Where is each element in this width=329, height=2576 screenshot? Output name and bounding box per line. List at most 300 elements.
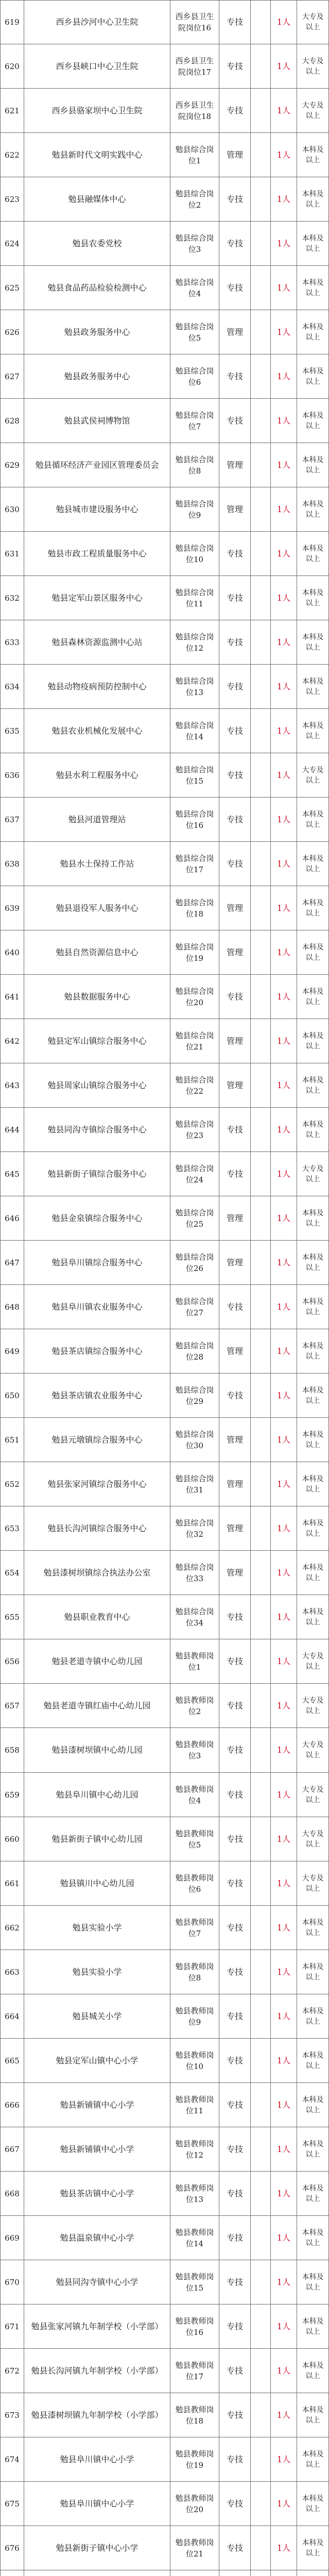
education-requirement: 本科及以上	[297, 2083, 329, 2127]
table-row	[0, 2260, 329, 2304]
table-row	[0, 2216, 329, 2260]
row-number: 648	[0, 1285, 24, 1329]
post-type: 专技	[219, 532, 251, 576]
row-number: 658	[0, 1728, 24, 1773]
education-requirement: 本科及以上	[297, 2526, 329, 2570]
post-type: 专技	[219, 2260, 251, 2304]
row-number: 675	[0, 2482, 24, 2526]
hire-count: 1人	[271, 1817, 297, 1861]
unit-name: 勉县老道寺镇红庙中心幼儿园	[24, 1684, 170, 1728]
unit-name: 勉县漆树坝镇九年制学校（小学部）	[24, 2393, 170, 2437]
hire-count: 1人	[271, 930, 297, 975]
education-requirement: 本科及以上	[297, 266, 329, 310]
table-row	[0, 1994, 329, 2039]
hire-count: 1人	[271, 177, 297, 222]
row-number: 638	[0, 842, 24, 886]
post-type: 专技	[219, 1906, 251, 1950]
hire-count: 1人	[271, 842, 297, 886]
post-name: 勉县综合岗位17	[170, 842, 219, 886]
education-requirement: 本科及以上	[297, 222, 329, 266]
blank-cell	[251, 2216, 271, 2260]
education-requirement: 本科及以上	[297, 1506, 329, 1551]
blank-cell	[251, 2304, 271, 2349]
blank-cell	[251, 44, 271, 89]
post-name: 勉县综合岗位21	[170, 1019, 219, 1063]
unit-name: 西乡县骆家坝中心卫生院	[24, 89, 170, 133]
hire-count: 1人	[271, 354, 297, 399]
post-type: 专技	[219, 177, 251, 222]
post-name: 勉县综合岗位25	[170, 1196, 219, 1241]
unit-name: 勉县张家河镇九年制学校（小学部）	[24, 2304, 170, 2349]
unit-name: 勉县定军山景区服务中心	[24, 576, 170, 620]
post-type: 专技	[219, 1, 251, 44]
education-requirement: 本科及以上	[297, 2039, 329, 2083]
unit-name: 勉县融媒体中心	[24, 177, 170, 222]
education-requirement: 本科及以上	[297, 709, 329, 753]
table-row	[0, 177, 329, 222]
unit-name: 勉县武侯祠博物馆	[24, 399, 170, 443]
unit-name: 勉县食品药品检验检测中心	[24, 266, 170, 310]
table-row	[0, 89, 329, 133]
education-requirement: 本科及以上	[297, 487, 329, 532]
hire-count: 1人	[271, 1906, 297, 1950]
post-type: 管理	[219, 1196, 251, 1241]
post-name: 勉县教师岗位3	[170, 1728, 219, 1773]
post-name: 勉县综合岗位23	[170, 1108, 219, 1152]
blank-cell	[251, 2482, 271, 2526]
row-number: 665	[0, 2039, 24, 2083]
blank-cell	[251, 1551, 271, 1595]
blank-cell	[251, 399, 271, 443]
education-requirement: 本科及以上	[297, 886, 329, 930]
hire-count: 1人	[271, 1684, 297, 1728]
post-name: 勉县教师岗位6	[170, 1861, 219, 1906]
row-number: 646	[0, 1196, 24, 1241]
post-type: 专技	[219, 2216, 251, 2260]
hire-count: 1人	[271, 1374, 297, 1418]
hire-count: 1人	[271, 1152, 297, 1196]
unit-name: 勉县阜川镇综合服务中心	[24, 1241, 170, 1285]
blank-cell	[251, 2172, 271, 2216]
education-requirement: 本科及以上	[297, 1019, 329, 1063]
education-requirement: 本科及以上	[297, 354, 329, 399]
row-number: 657	[0, 1684, 24, 1728]
education-requirement: 大专及以上	[297, 1684, 329, 1728]
post-type: 专技	[219, 1994, 251, 2039]
blank-cell	[251, 2393, 271, 2437]
table-row	[0, 222, 329, 266]
education-requirement: 本科及以上	[297, 2437, 329, 2482]
unit-name: 西乡县峡口中心卫生院	[24, 44, 170, 89]
table-row	[0, 2083, 329, 2127]
unit-name: 勉县市政工程质量服务中心	[24, 532, 170, 576]
unit-name: 勉县新街子镇中心小学	[24, 2526, 170, 2570]
blank-cell	[251, 1506, 271, 1551]
hire-count: 1人	[271, 1595, 297, 1639]
post-name: 勉县综合岗位20	[170, 975, 219, 1019]
post-type: 管理	[219, 930, 251, 975]
hire-count: 1人	[271, 2127, 297, 2172]
row-number: 626	[0, 310, 24, 354]
blank-cell	[251, 1773, 271, 1817]
row-number: 653	[0, 1506, 24, 1551]
unit-name: 勉县长沟河镇综合服务中心	[24, 1506, 170, 1551]
blank-cell	[251, 886, 271, 930]
unit-name: 勉县农委党校	[24, 222, 170, 266]
unit-name: 勉县城关小学	[24, 1994, 170, 2039]
post-name: 勉县综合岗位33	[170, 1551, 219, 1595]
table-row	[0, 1374, 329, 1418]
hire-count: 1人	[271, 1196, 297, 1241]
unit-name: 勉县同沟寺镇综合服务中心	[24, 1108, 170, 1152]
education-requirement: 本科及以上	[297, 975, 329, 1019]
table-row	[0, 930, 329, 975]
hire-count: 1人	[271, 2216, 297, 2260]
blank-cell	[251, 753, 271, 798]
education-requirement: 大专及以上	[297, 1861, 329, 1906]
education-requirement: 本科及以上	[297, 1595, 329, 1639]
row-number: 652	[0, 1462, 24, 1506]
unit-name: 勉县周家山镇综合服务中心	[24, 1063, 170, 1108]
unit-name: 勉县水土保持工作站	[24, 842, 170, 886]
table-row	[0, 2570, 329, 2576]
hire-count: 1人	[271, 532, 297, 576]
blank-cell	[251, 1019, 271, 1063]
post-name: 西乡县卫生院岗位18	[170, 89, 219, 133]
hire-count: 1人	[271, 2482, 297, 2526]
education-requirement: 本科及以上	[297, 2482, 329, 2526]
row-number: 651	[0, 1418, 24, 1462]
hire-count: 1人	[271, 665, 297, 709]
hire-count: 1人	[271, 2393, 297, 2437]
unit-name: 勉县阜川镇中心幼儿园	[24, 1773, 170, 1817]
blank-cell	[251, 665, 271, 709]
hire-count: 1人	[271, 1773, 297, 1817]
post-type: 专技	[219, 2083, 251, 2127]
table-row	[0, 576, 329, 620]
unit-name: 勉县金泉镇综合服务中心	[24, 1196, 170, 1241]
education-requirement: 本科及以上	[297, 1108, 329, 1152]
row-number: 637	[0, 798, 24, 842]
row-number: 674	[0, 2437, 24, 2482]
post-type: 专技	[219, 798, 251, 842]
row-number: 621	[0, 89, 24, 133]
post-type: 专技	[219, 2482, 251, 2526]
hire-count: 1人	[271, 2083, 297, 2127]
table-row	[0, 1241, 329, 1285]
unit-name: 勉县农业机械化发展中心	[24, 709, 170, 753]
table-row	[0, 266, 329, 310]
unit-name: 勉县同沟寺镇中心小学	[24, 2260, 170, 2304]
blank-cell	[251, 1063, 271, 1108]
post-name: 勉县综合岗位11	[170, 576, 219, 620]
post-name: 勉县综合岗位15	[170, 753, 219, 798]
blank-cell	[251, 1374, 271, 1418]
post-type: 管理	[219, 1241, 251, 1285]
education-requirement: 本科及以上	[297, 2304, 329, 2349]
blank-cell	[251, 1196, 271, 1241]
hire-count: 1人	[271, 798, 297, 842]
blank-cell	[251, 443, 271, 487]
table-row	[0, 44, 329, 89]
post-type: 专技	[219, 2526, 251, 2570]
row-number: 667	[0, 2127, 24, 2172]
table-row	[0, 1684, 329, 1728]
post-name: 勉县教师岗位12	[170, 2127, 219, 2172]
post-name: 勉县教师岗位1	[170, 1639, 219, 1684]
post-name: 勉县综合岗位22	[170, 1063, 219, 1108]
education-requirement: 本科及以上	[297, 2216, 329, 2260]
hire-count: 1人	[271, 1, 297, 44]
unit-name: 勉县政务服务中心	[24, 354, 170, 399]
post-name: 勉县综合岗位34	[170, 1595, 219, 1639]
unit-name: 勉县河道管理站	[24, 798, 170, 842]
blank-cell	[251, 2260, 271, 2304]
hire-count: 1人	[271, 1861, 297, 1906]
hire-count: 1人	[271, 2349, 297, 2393]
post-name: 勉县教师岗位13	[170, 2172, 219, 2216]
hire-count: 1人	[271, 1285, 297, 1329]
hire-count: 1人	[271, 1506, 297, 1551]
unit-name: 勉县城市建设服务中心	[24, 487, 170, 532]
blank-cell	[251, 89, 271, 133]
education-requirement: 本科及以上	[297, 1462, 329, 1506]
education-requirement: 本科及以上	[297, 399, 329, 443]
education-requirement: 大专及以上	[297, 44, 329, 89]
post-name: 勉县综合岗位27	[170, 1285, 219, 1329]
table-row	[0, 2482, 329, 2526]
unit-name: 勉县长沟河镇九年制学校（小学部）	[24, 2349, 170, 2393]
post-type: 专技	[219, 89, 251, 133]
table-row	[0, 620, 329, 665]
blank-cell	[251, 2349, 271, 2393]
table-row	[0, 842, 329, 886]
table-row	[0, 2172, 329, 2216]
table-row	[0, 532, 329, 576]
unit-name: 勉县退役军人服务中心	[24, 886, 170, 930]
unit-name: 勉县阜川镇中心小学	[24, 2482, 170, 2526]
post-type: 专技	[219, 399, 251, 443]
post-type: 专技	[219, 1728, 251, 1773]
unit-name: 勉县漆树坝镇综合执法办公室	[24, 1551, 170, 1595]
unit-name: 勉县茶店镇综合服务中心	[24, 1329, 170, 1374]
row-number: 630	[0, 487, 24, 532]
education-requirement: 大专及以上	[297, 753, 329, 798]
row-number: 643	[0, 1063, 24, 1108]
post-type: 专技	[219, 2304, 251, 2349]
row-number: 671	[0, 2304, 24, 2349]
education-requirement: 大专及以上	[297, 89, 329, 133]
blank-cell	[251, 1950, 271, 1994]
post-type: 管理	[219, 1063, 251, 1108]
post-type: 管理	[219, 886, 251, 930]
post-name: 勉县教师岗位16	[170, 2304, 219, 2349]
table-row	[0, 886, 329, 930]
education-requirement: 本科及以上	[297, 665, 329, 709]
row-number: 633	[0, 620, 24, 665]
education-requirement: 本科及以上	[297, 1063, 329, 1108]
post-name: 勉县教师岗位21	[170, 2526, 219, 2570]
education-requirement: 大专及以上	[297, 1728, 329, 1773]
post-name: 勉县综合岗位28	[170, 1329, 219, 1374]
unit-name: 勉县温泉镇中心小学	[24, 2216, 170, 2260]
blank-cell	[251, 1285, 271, 1329]
education-requirement: 大专及以上	[297, 1, 329, 44]
table-row	[0, 1108, 329, 1152]
post-type: 专技	[219, 2039, 251, 2083]
row-number: 623	[0, 177, 24, 222]
table-row	[0, 2393, 329, 2437]
table-row	[0, 1418, 329, 1462]
post-name	[170, 2570, 219, 2576]
blank-cell	[251, 1728, 271, 1773]
table-row	[0, 2349, 329, 2393]
hire-count: 1人	[271, 266, 297, 310]
hire-count: 1人	[271, 1950, 297, 1994]
row-number: 672	[0, 2349, 24, 2393]
post-name: 勉县教师岗位2	[170, 1684, 219, 1728]
hire-count: 1人	[271, 1994, 297, 2039]
post-name: 勉县综合岗位9	[170, 487, 219, 532]
blank-cell	[251, 1, 271, 44]
blank-cell	[251, 2437, 271, 2482]
unit-name: 勉县循环经济产业园区管理委员会	[24, 443, 170, 487]
hire-count: 1人	[271, 1241, 297, 1285]
row-number: 624	[0, 222, 24, 266]
hire-count: 1人	[271, 133, 297, 177]
education-requirement: 本科及以上	[297, 1994, 329, 2039]
blank-cell	[251, 266, 271, 310]
hire-count: 1人	[271, 2260, 297, 2304]
row-number: 647	[0, 1241, 24, 1285]
table-row	[0, 1506, 329, 1551]
post-type: 专技	[219, 1374, 251, 1418]
hire-count	[271, 2570, 297, 2576]
row-number: 664	[0, 1994, 24, 2039]
post-type: 专技	[219, 266, 251, 310]
blank-cell	[251, 2083, 271, 2127]
post-name: 勉县教师岗位10	[170, 2039, 219, 2083]
table-row	[0, 1639, 329, 1684]
blank-cell	[251, 2039, 271, 2083]
blank-cell	[251, 1595, 271, 1639]
hire-count: 1人	[271, 89, 297, 133]
row-number: 645	[0, 1152, 24, 1196]
post-type: 专技	[219, 709, 251, 753]
row-number: 627	[0, 354, 24, 399]
row-number: 636	[0, 753, 24, 798]
row-number: 670	[0, 2260, 24, 2304]
unit-name: 勉县老道寺镇中心幼儿园	[24, 1639, 170, 1684]
blank-cell	[251, 2526, 271, 2570]
hire-count: 1人	[271, 1108, 297, 1152]
table-row	[0, 1817, 329, 1861]
row-number: 639	[0, 886, 24, 930]
education-requirement: 本科及以上	[297, 1374, 329, 1418]
blank-cell	[251, 975, 271, 1019]
row-number: 625	[0, 266, 24, 310]
blank-cell	[251, 709, 271, 753]
post-name: 勉县教师岗位11	[170, 2083, 219, 2127]
table-row	[0, 1285, 329, 1329]
table-row	[0, 133, 329, 177]
hire-count: 1人	[271, 753, 297, 798]
row-number: 640	[0, 930, 24, 975]
education-requirement: 本科及以上	[297, 1950, 329, 1994]
blank-cell	[251, 1861, 271, 1906]
blank-cell	[251, 532, 271, 576]
row-number: 663	[0, 1950, 24, 1994]
hire-count: 1人	[271, 2172, 297, 2216]
row-number: 662	[0, 1906, 24, 1950]
post-name: 勉县综合岗位14	[170, 709, 219, 753]
post-type: 专技	[219, 576, 251, 620]
post-type: 管理	[219, 1506, 251, 1551]
blank-cell	[251, 1152, 271, 1196]
row-number: 619	[0, 1, 24, 44]
post-type: 专技	[219, 354, 251, 399]
row-number: 629	[0, 443, 24, 487]
hire-count: 1人	[271, 1418, 297, 1462]
post-type: 专技	[219, 842, 251, 886]
blank-cell	[251, 1994, 271, 2039]
table-row	[0, 1196, 329, 1241]
unit-name: 勉县政务服务中心	[24, 310, 170, 354]
education-requirement	[297, 2570, 329, 2576]
hire-count: 1人	[271, 443, 297, 487]
blank-cell	[251, 1639, 271, 1684]
row-number: 654	[0, 1551, 24, 1595]
unit-name: 勉县自然资源信息中心	[24, 930, 170, 975]
table-row	[0, 1906, 329, 1950]
post-type: 专技	[219, 753, 251, 798]
table-row	[0, 709, 329, 753]
table-row	[0, 443, 329, 487]
post-name: 勉县综合岗位8	[170, 443, 219, 487]
table-row	[0, 1063, 329, 1108]
post-name: 勉县综合岗位19	[170, 930, 219, 975]
blank-cell	[251, 1906, 271, 1950]
education-requirement: 本科及以上	[297, 2349, 329, 2393]
unit-name: 勉县元墩镇综合服务中心	[24, 1418, 170, 1462]
education-requirement: 本科及以上	[297, 2127, 329, 2172]
row-number: 656	[0, 1639, 24, 1684]
post-name: 勉县综合岗位7	[170, 399, 219, 443]
hire-count: 1人	[271, 1329, 297, 1374]
education-requirement: 大专及以上	[297, 1639, 329, 1684]
post-type: 专技	[219, 2127, 251, 2172]
unit-name: 勉县张家河镇综合服务中心	[24, 1462, 170, 1506]
post-name: 勉县综合岗位12	[170, 620, 219, 665]
unit-name: 西乡县沙河中心卫生院	[24, 1, 170, 44]
education-requirement: 本科及以上	[297, 1329, 329, 1374]
table-row	[0, 1861, 329, 1906]
hire-count: 1人	[271, 399, 297, 443]
unit-name: 勉县新铺镇中心小学	[24, 2083, 170, 2127]
hire-count: 1人	[271, 975, 297, 1019]
education-requirement: 本科及以上	[297, 930, 329, 975]
education-requirement: 本科及以上	[297, 1241, 329, 1285]
blank-cell	[251, 133, 271, 177]
table-row	[0, 1950, 329, 1994]
row-number: 661	[0, 1861, 24, 1906]
unit-name: 勉县茶店镇中心小学	[24, 2172, 170, 2216]
hire-count: 1人	[271, 1462, 297, 1506]
row-number: 660	[0, 1817, 24, 1861]
education-requirement: 本科及以上	[297, 1906, 329, 1950]
blank-cell	[251, 487, 271, 532]
row-number: 649	[0, 1329, 24, 1374]
